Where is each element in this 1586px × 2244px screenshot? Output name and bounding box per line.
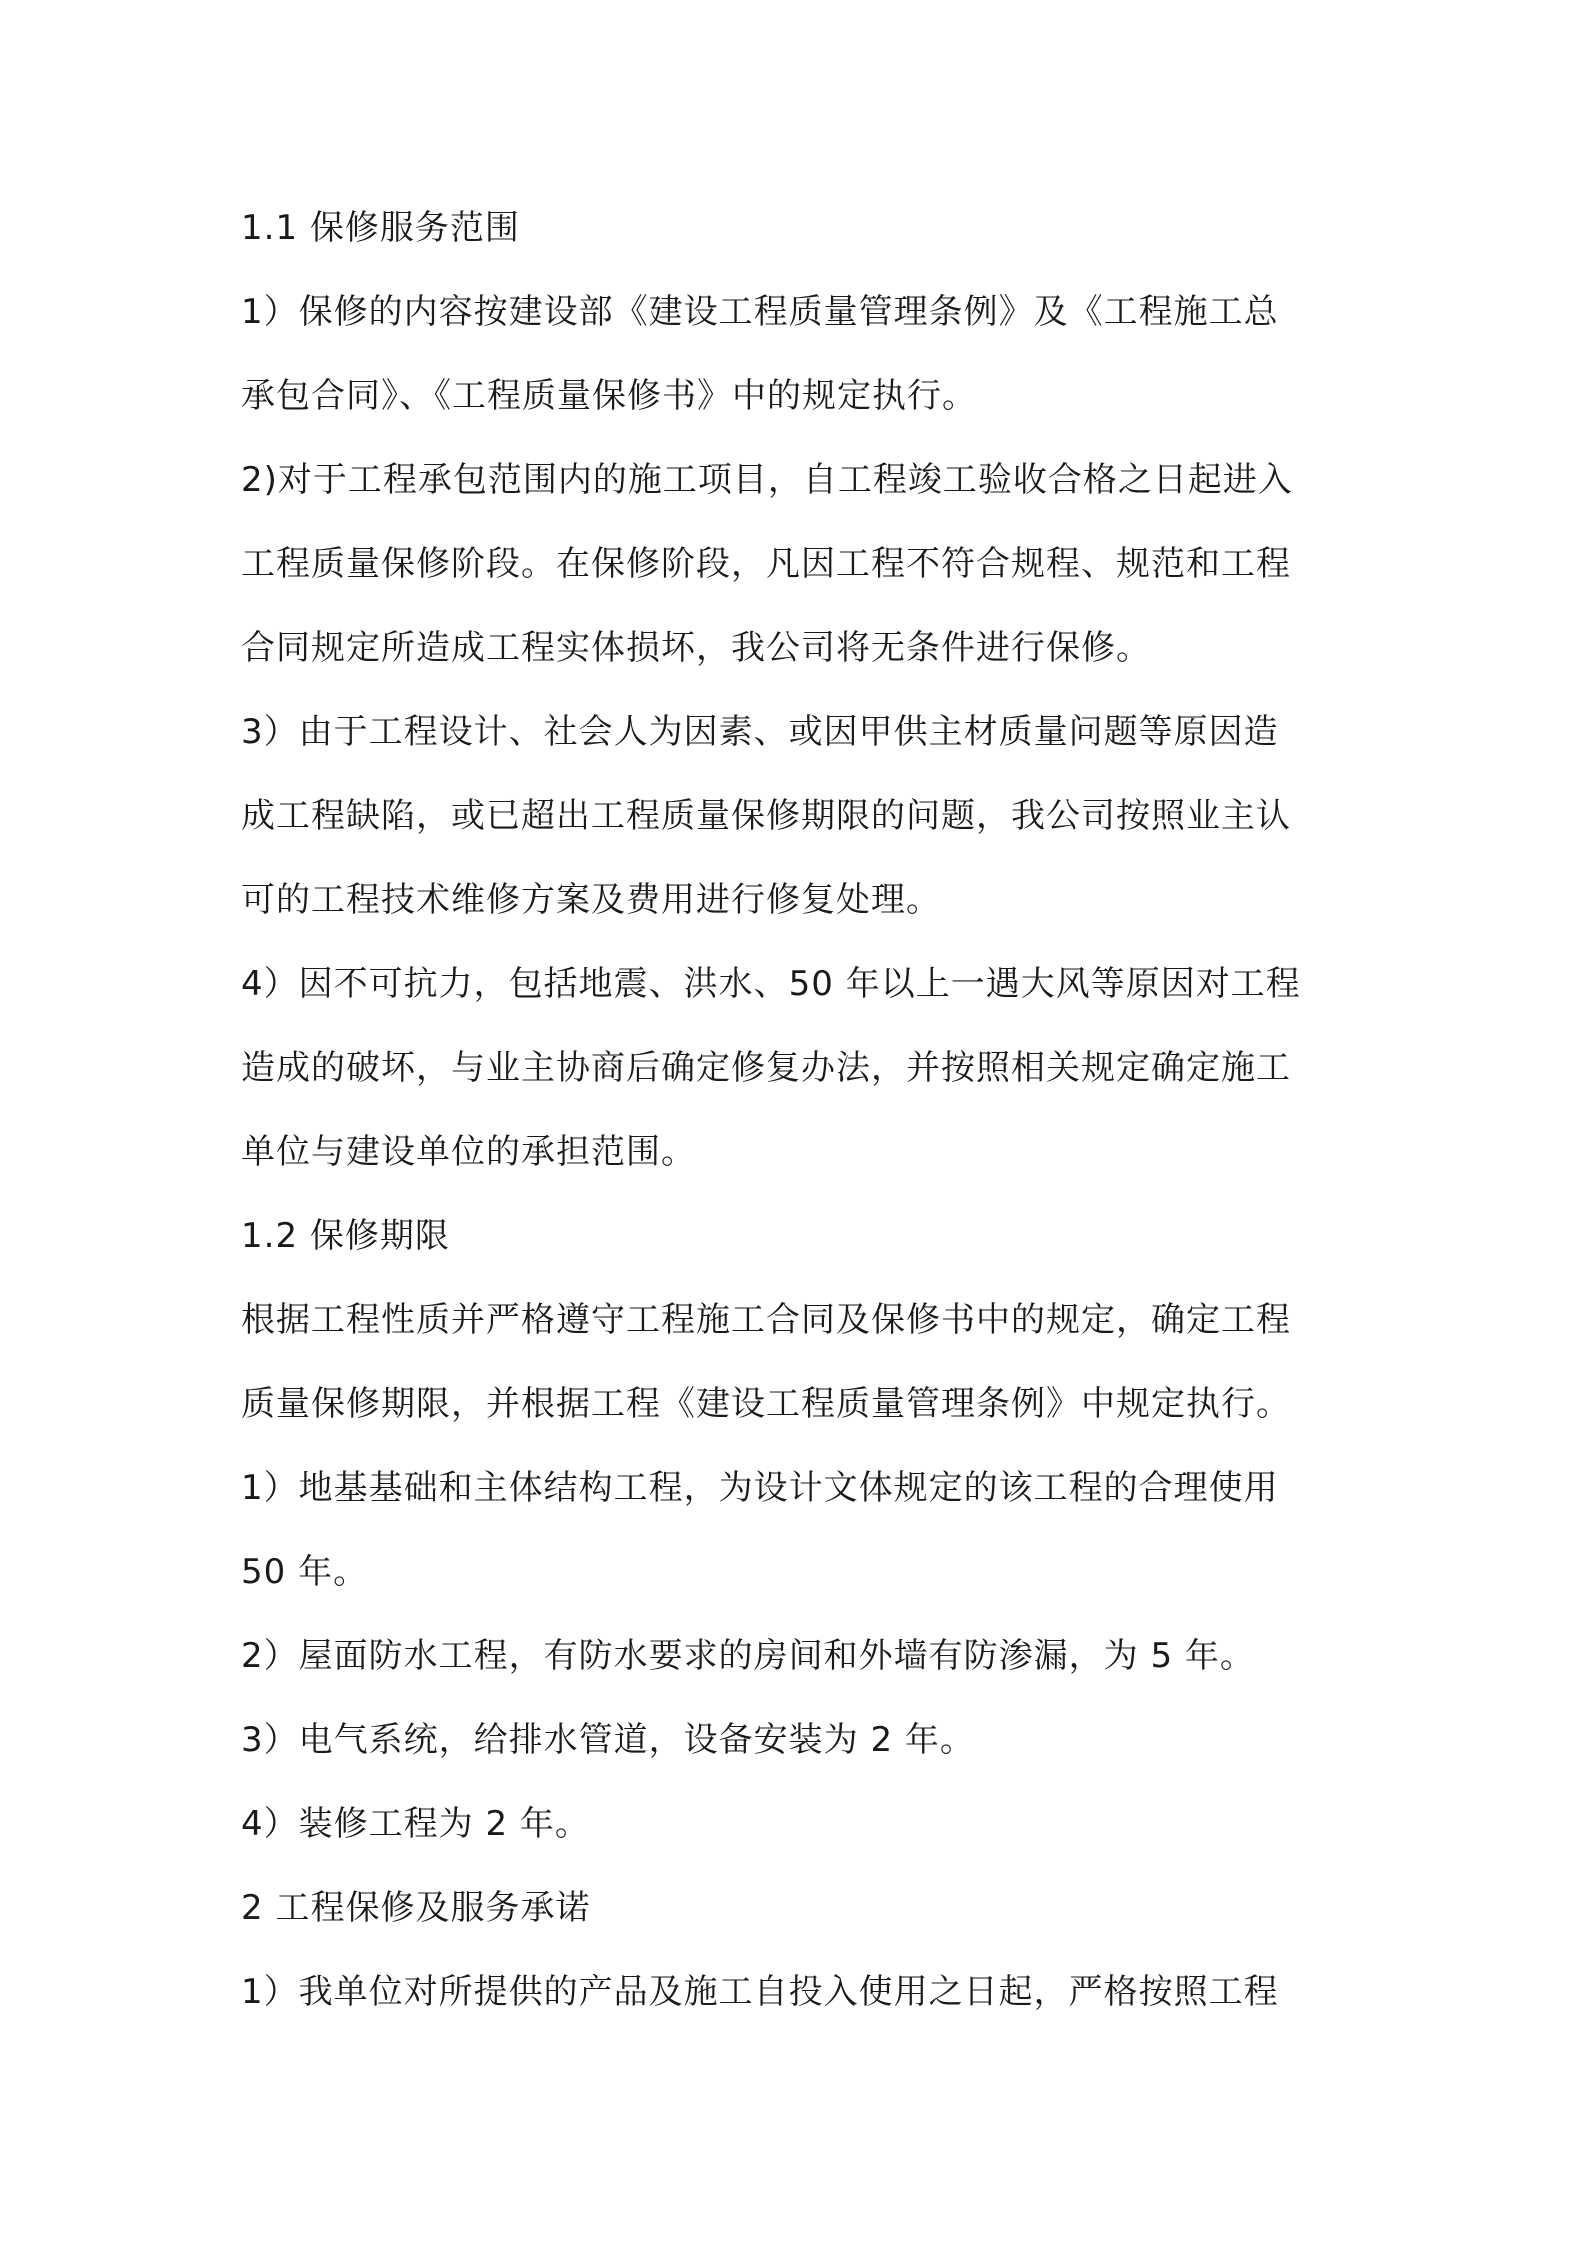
paragraph-line: 工程质量保修阶段。在保修阶段，凡因工程不符合规程、规范和工程 bbox=[241, 544, 1291, 584]
paragraph-line: 成工程缺陷，或已超出工程质量保修期限的问题，我公司按照业主认 bbox=[241, 796, 1291, 836]
section-heading: 1.2 保修期限 bbox=[241, 1216, 450, 1256]
paragraph-line: 3）由于工程设计、社会人为因素、或因甲供主材质量问题等原因造 bbox=[241, 712, 1279, 752]
paragraph-line: 1）地基基础和主体结构工程，为设计文体规定的该工程的合理使用 bbox=[241, 1468, 1279, 1508]
paragraph-line: 质量保修期限，并根据工程《建设工程质量管理条例》中规定执行。 bbox=[241, 1384, 1291, 1424]
paragraph-line: 单位与建设单位的承担范围。 bbox=[241, 1132, 696, 1172]
paragraph-line: 合同规定所造成工程实体损坏，我公司将无条件进行保修。 bbox=[241, 628, 1151, 668]
paragraph-line: 50 年。 bbox=[241, 1552, 369, 1592]
paragraph-line: 造成的破坏，与业主协商后确定修复办法，并按照相关规定确定施工 bbox=[241, 1048, 1291, 1088]
paragraph-line: 1）我单位对所提供的产品及施工自投入使用之日起，严格按照工程 bbox=[241, 1972, 1279, 2012]
paragraph-line: 根据工程性质并严格遵守工程施工合同及保修书中的规定，确定工程 bbox=[241, 1300, 1291, 1340]
paragraph-line: 2）屋面防水工程，有防水要求的房间和外墙有防渗漏，为 5 年。 bbox=[241, 1636, 1255, 1676]
section-heading: 2 工程保修及服务承诺 bbox=[241, 1888, 591, 1928]
paragraph-line: 承包合同》、《工程质量保修书》中的规定执行。 bbox=[241, 376, 977, 416]
paragraph-line: 4）因不可抗力，包括地震、洪水、50 年以上一遇大风等原因对工程 bbox=[241, 964, 1301, 1004]
paragraph-line: 4）装修工程为 2 年。 bbox=[241, 1804, 590, 1844]
section-heading: 1.1 保修服务范围 bbox=[241, 208, 520, 248]
paragraph-line: 2)对于工程承包范围内的施工项目，自工程竣工验收合格之日起进入 bbox=[241, 460, 1293, 500]
paragraph-line: 可的工程技术维修方案及费用进行修复处理。 bbox=[241, 880, 941, 920]
paragraph-line: 1）保修的内容按建设部《建设工程质量管理条例》及《工程施工总 bbox=[241, 292, 1279, 332]
paragraph-line: 3）电气系统，给排水管道，设备安装为 2 年。 bbox=[241, 1720, 975, 1760]
